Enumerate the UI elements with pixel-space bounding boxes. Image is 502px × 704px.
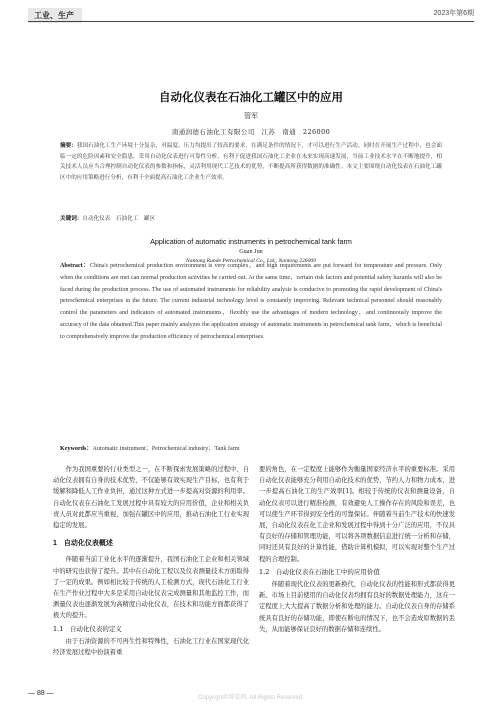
abstract-en	[60, 261, 442, 344]
english-title: Application of automatic instruments in petrochemical tank farm	[150, 237, 352, 246]
subsection-1-1-heading: 1.1 自动化仪表的定义	[53, 624, 122, 633]
author-affiliation: 南通润德石油化工有限公司 江苏 南通 226000	[171, 128, 331, 136]
section-1-paragraph: 伴随着当前工业化水平的逐渐提升，我国石油化工企业和相关领域中的研究也获得了提升。其中在自动化工程以及仪表测量技术方面取得了一定的成果。例如相比较于传统的人工检测方式，现代石油化工行业在生产作业过程中大多是采用自动化仪表完成测量和其他监控工作，而测量仪表也逐渐发展为高精度自动化仪表，在技术和功能方面都获得了极大的提升。	[53, 556, 249, 620]
section-1-heading: 1 自动化仪表概述	[53, 540, 113, 548]
continued-paragraph: 要的角色，在一定程度上能够作为衡量国家经济水平的重要标准。采用自动化仪表能够充分利用自动化技术的优势，节约人力和物力成本，进一步提高石油化工的生产效率[1]。相较于传统的仪表和测量设备，自动化仪表可以进行精准检测，有效避免人工操作存在的风险和误差，也可以使生产环节得到安全性的可靠保证。伴随着当前生产技术的快速发展，自动化仪表在化工企业和发展过程中得到十分广泛的应用，不仅具有良好的存储和管理功能，可以将各项数据信息进行统一分析和存储，同时还具有良好的计算性能，借助计算机模拟，可以实现对整个生产过程的合理控制。	[259, 466, 455, 563]
page-number: — 88 —	[28, 690, 54, 697]
abstract-cn-label: 摘要：	[60, 143, 77, 149]
keywords-en-label: Keywords：	[60, 446, 93, 452]
keywords-cn-label: 关键词：	[60, 216, 83, 222]
abstract-cn-text: 我国石油化工生产环境十分复杂，对温度、压力均提出了较高的要求，在满足条件的情况下，才可以进行生产活动。同时在开展生产过程中，也会面临一定的危险因素和安全隐患。采用自动化仪表进行可靠性分析，有利于促进我国石油化工企业在未来实现高速发展，当前工业技术水平在不断地提升，相关技术人员应当合理控制自动化仪表的参数和指标，灵活利用现代工艺技术的优势，不断提高所获得数据的准确性。本文主要围绕自动化仪表在石油化工罐区中的应用策略进行分析，有利于全面提高石油化工企业生产效率。	[60, 143, 442, 181]
keywords-cn	[60, 214, 442, 222]
keywords-cn-text: 自动化仪表 石油化工 罐区	[82, 216, 156, 222]
author-name: 管军	[244, 112, 258, 120]
english-affiliation: Nantong Runde Petrochemical Co., Ltd., Nantong 226000	[186, 258, 316, 264]
subsection-1-1-paragraph: 由于石油资源的不可再生性和特殊性，石油化工行业在国家现代化经济发展过程中扮演着重	[53, 637, 249, 657]
body-column-right	[259, 464, 455, 635]
subsection-1-2-paragraph: 伴随着现代化仪表的更新换代，自动化仪表的性能和形式都获得更新。市场上目前使用的自动化仪表均拥有良好的数据处理能力，这在一定程度上大大提高了数据分析和处理的能力。自动化仪表自身的存储系统具有良好的存储功能，即使在断电的情况下，也不会造成原数据的丢失，从而能够保证良好的数据存储和连续性。	[259, 581, 455, 633]
subsection-1-2-heading: 1.2 自动化仪表在石油化工中的应用价值	[259, 567, 380, 576]
header-rule	[28, 21, 474, 22]
abstract-cn	[60, 141, 442, 183]
paper-title: 自动化仪表在石油化工罐区中的应用	[159, 90, 343, 104]
abstract-en-label: Abstract：	[60, 263, 90, 269]
keywords-en	[60, 443, 442, 452]
abstract-en-text: China's petrochemical production environment is very complex，and high requirements are put forward for temperature and pressure. Only when the conditions are met can normal production activities be carried out. At the same time，certain risk factors and potential safety hazards will also be faced during the production process. The use of automated instruments for reliability analysis is conducive to promoting the rapid development of China's petrochemical enterprises in the future. The current industrial technology level is constantly improving. Relevant technical personnel should reasonably control the parameters and indicators of automated instruments，flexibly use the advantages of modern technology，and continuously improve the accuracy of the data obtained.This paper mainly analyzes the application strategy of automatic instruments in petrochemical tank farm，which is beneficial to comprehensively improve the production efficiency of petrochemical enterprises.	[60, 263, 442, 340]
intro-paragraph: 作为我国重要的行业类型之一，在不断探索发展策略的过程中，自动化仪表拥有自身的技术优势，不仅能够有效实现生产目标，也有利于缓解和降低人工作业负担，通过这种方式进一步提高对资源的利用率。自动化仪表在石油化工发展过程中具有较大的应用价值，企业和相关负责人员对此都应当重视，加强在罐区中的应用，推动石油化工行业实现稳定的发展。	[53, 466, 249, 530]
journal-section-label: 工业、生产	[28, 8, 82, 23]
copyright-watermark: Copyright©博看网. All Rights Reserved.	[198, 695, 304, 701]
keywords-en-text: Automatic instrument；Petrochemical industry；Tank farm	[92, 446, 240, 452]
body-column-left	[53, 464, 249, 658]
issue-label: 2023年第6期	[433, 10, 474, 17]
english-author: Guan Jun	[239, 248, 263, 255]
